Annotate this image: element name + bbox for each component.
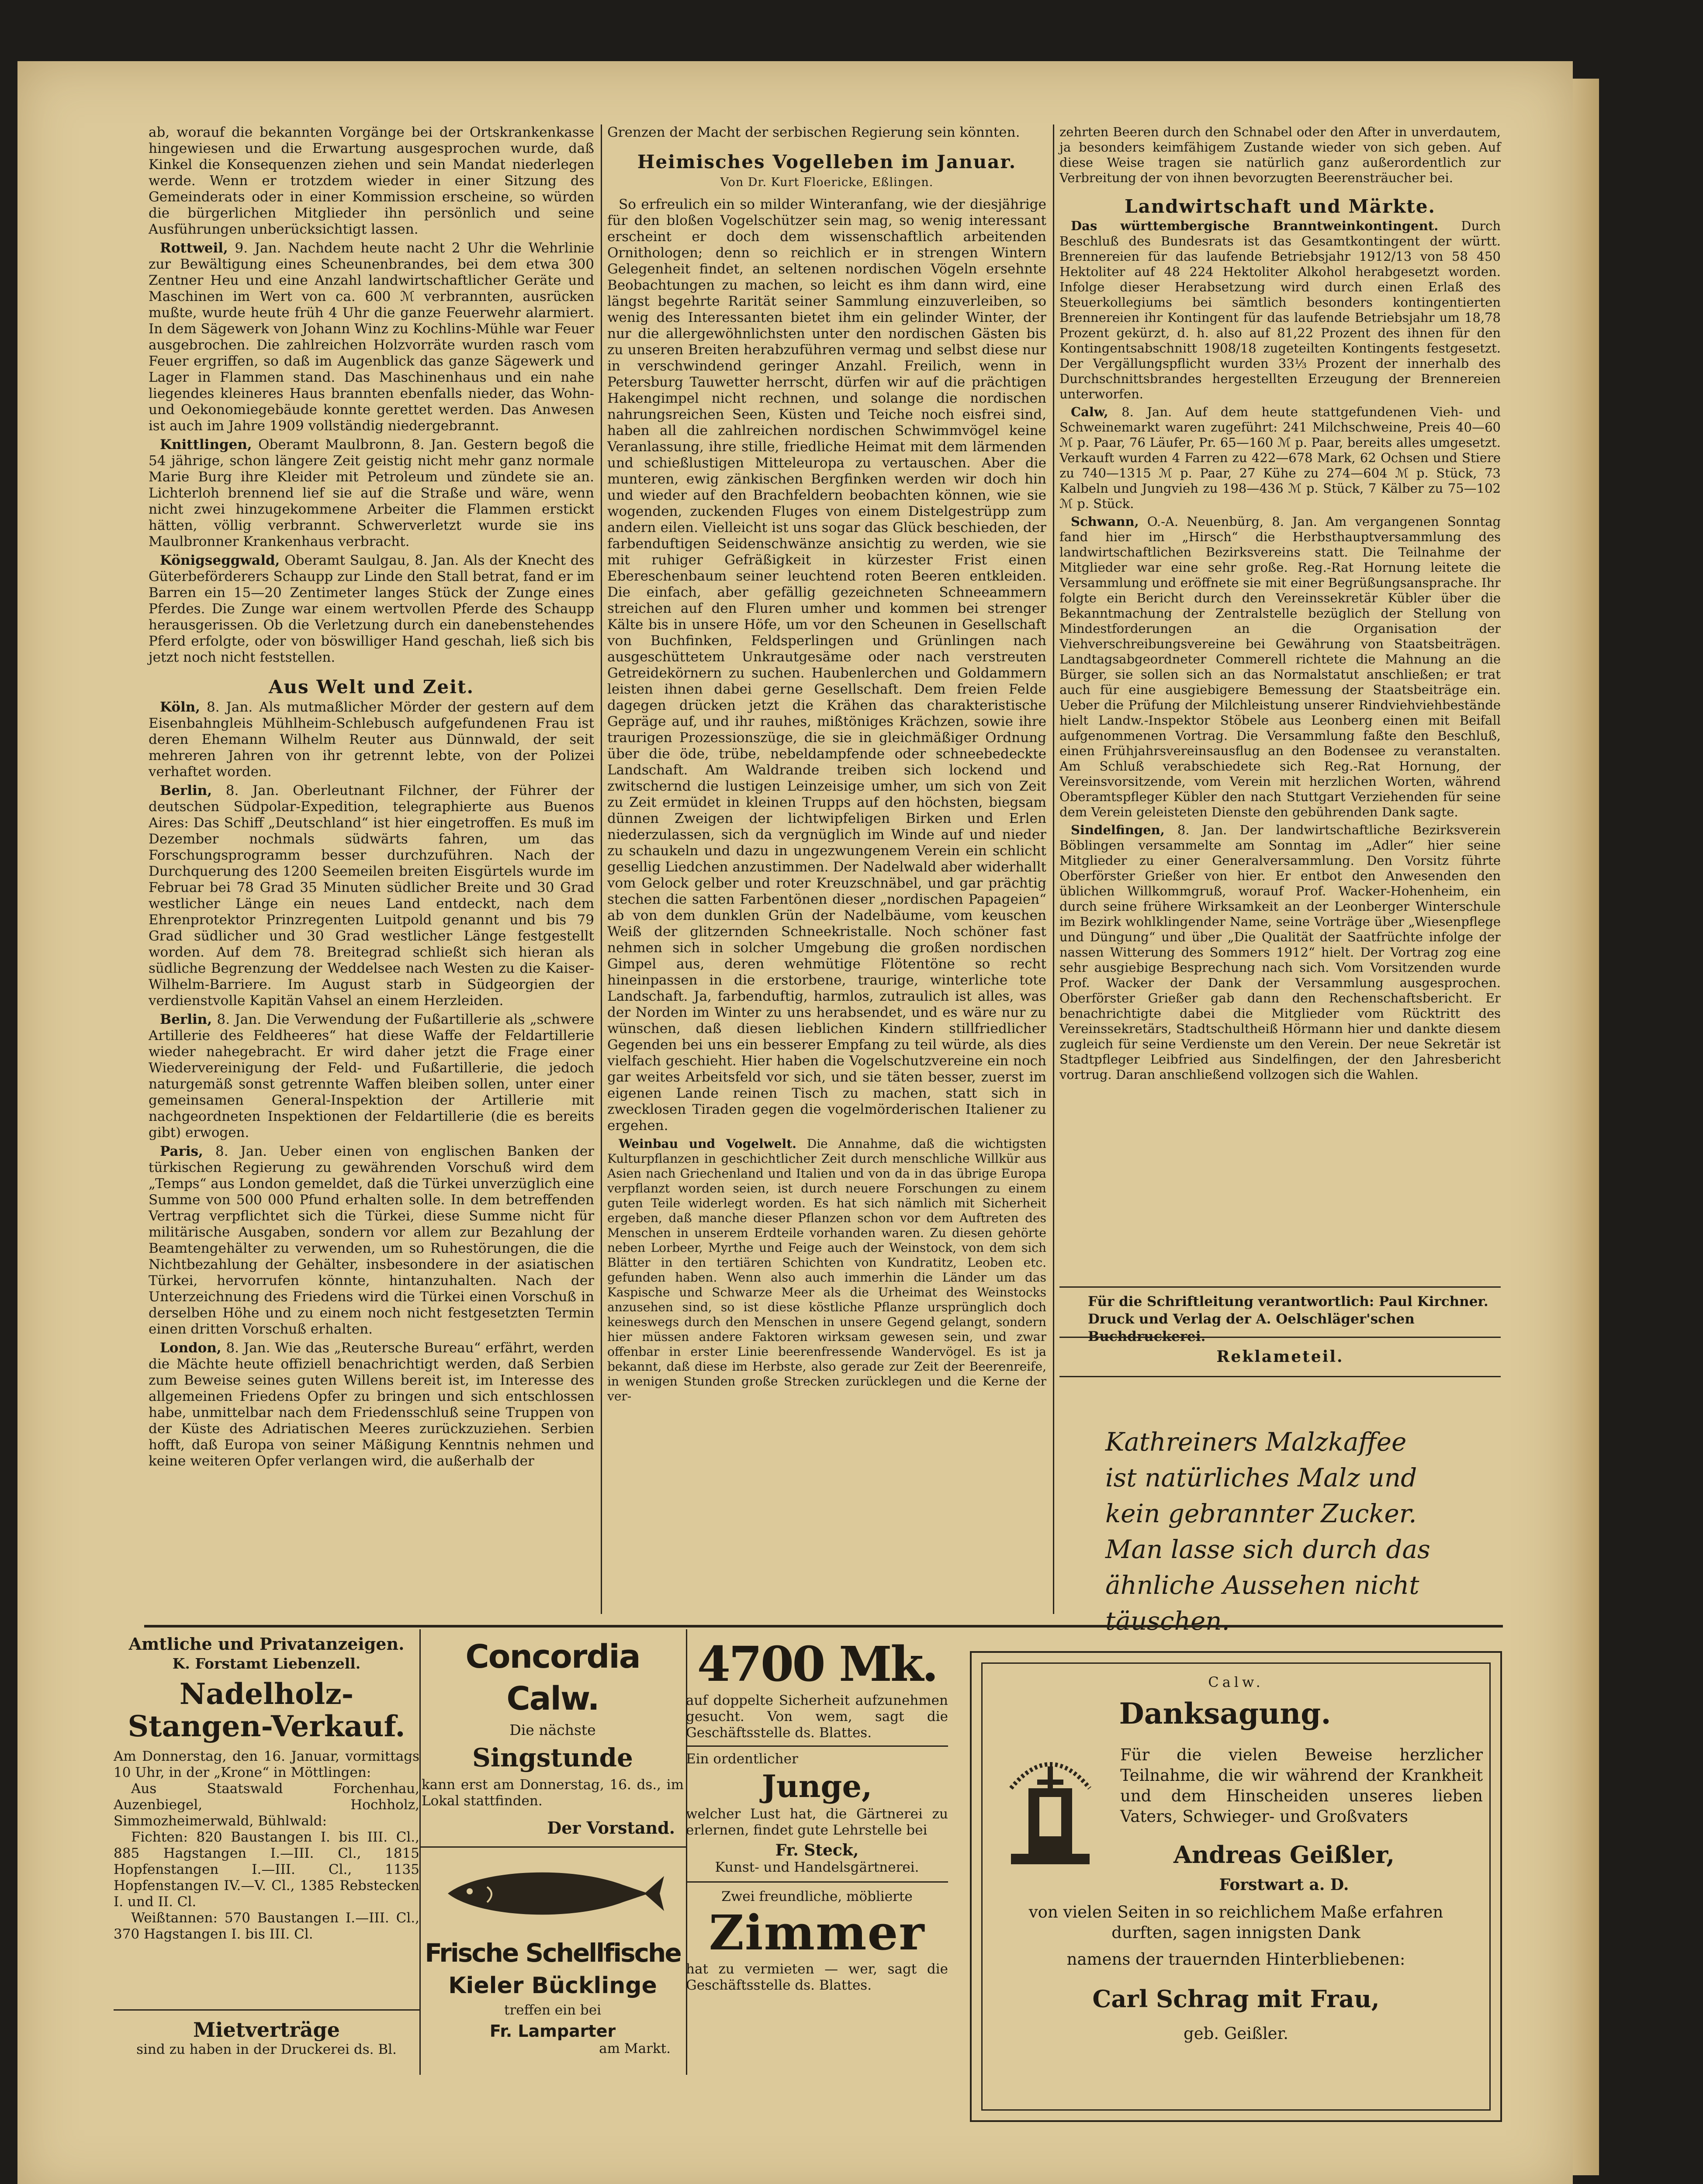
ad-offers (686, 1636, 948, 1994)
ad-headline: Kieler Bücklinge (448, 1973, 657, 1999)
ad-text: auf doppelte Sicherheit aufzunehmen gesucht. Von wem, sagt die Geschäftsstelle ds. Blattes. (686, 1693, 948, 1741)
imprint-rule (1059, 1286, 1501, 1288)
dateline: Sindelfingen, (1071, 822, 1165, 837)
ad-text: Fr. Lamparter (489, 2022, 616, 2041)
ad-headline: Frische Schellfische (425, 1938, 681, 1968)
ad-headline: 4700 Mk. (697, 1636, 937, 1692)
dateline: Berlin, (160, 783, 212, 798)
ad-text: treffen ein bei (504, 2002, 601, 2018)
article-branntwein (1059, 218, 1501, 402)
handwritten-advertisement (1105, 1424, 1464, 1639)
page-edge (1573, 79, 1599, 2175)
ad-text: am Markt. (599, 2041, 671, 2056)
ad-headline: Concordia Calw. (465, 1638, 640, 1717)
article-paris (149, 1144, 594, 1337)
column-2 (607, 124, 1046, 1406)
dateline: Rottweil, (160, 240, 228, 256)
dateline: Paris, (160, 1144, 203, 1159)
dateline: Das württembergische Branntweinkontingent. (1071, 218, 1439, 233)
article-body: Oberamt Saulgau, 8. Jan. Als der Knecht des Güterbeförderers Schaupp zur Linde den Stall betrat, fand er im Barren ein 15—20 Zentimeter langes Stück der Zunge eines Pferdes. Die Zunge war einem wertvollen Pferde des Schaupp herausgerissen. Ob die Verletzung durch ein danebenstehendes Pferd erfolgte, oder von böswilliger Hand geschah, ließ sich bis jetzt noch nicht feststellen. (149, 553, 595, 665)
article-weinbau (607, 1137, 1046, 1404)
ad-text: kann erst am Donnerstag, 16. ds., im Lokal stattfinden. (422, 1777, 684, 1809)
signature-note: geb. Geißler. (1184, 2024, 1288, 2043)
ad-divider (114, 2009, 419, 2011)
article-body: 8. Jan. Oberleutnant Filchner, der Führer der deutschen Südpolar-Expedition, telegraphierte aus Buenos Aires: Das Schiff „Deutschland“ ist hier eingetroffen. Es muß im Dezember nochmals südwärts fahren, um das Forschungsprogramm besser durchzuführen. Nach der Durchquerung des 1200 Seemeilen breiten Eisgürtels wurde im Februar bei 78 Grad 35 Minuten südlicher Breite und 30 Grad westlicher Länge ein neues Land entdeckt, nach dem Ehrenprotektor Prinzregenten Luitpold genannt und bis 79 Grad südlicher und 30 Grad westlicher Länge festgestellt worden. Auf dem 78. Breitegrad schließt sich hieran als südliche Begrenzung der Weddelsee nach Westen zu die Kaiser-Wilhelm-Barriere. Im August starb in Südgeorgien der verdienstvolle Kapitän Vahsel an einem Herzleiden. (149, 783, 595, 1009)
reklame-heading: Reklameteil. (1216, 1348, 1344, 1366)
column-divider (1053, 124, 1054, 1614)
grave-cross-icon (1002, 1736, 1098, 1867)
imprint-publisher: Druck und Verlag der A. Oelschläger'schen Buchdruckerei. (1088, 1311, 1415, 1344)
article-author: Von Dr. Kurt Floericke, Eßlingen. (720, 176, 934, 189)
ad-headline: Junge, (762, 1768, 872, 1804)
reklame-underline (1059, 1376, 1501, 1377)
ad-text: Der Vorstand. (547, 1818, 675, 1838)
ad-text: Am Donnerstag, den 16. Januar, vormittags 10 Uhr, in der „Krone“ in Möttlingen: (114, 1749, 419, 1780)
article-rottweil (149, 240, 594, 434)
reklame-rule (1059, 1337, 1501, 1338)
dateline: Knittlingen, (160, 437, 252, 453)
handwriting-line: ähnliche Aussehen nicht (1105, 1570, 1419, 1600)
signature-name: Carl Schrag mit Frau, (1092, 1985, 1380, 2013)
ad-divider (686, 1881, 948, 1883)
dateline: Köln, (160, 699, 201, 715)
article-vogelleben: So erfreulich ein so milder Winteranfang, wie der diesjährige für den bloßen Vogelschützer sein mag, so wenig interessant erscheint er doch dem wissenschaftlich arbeitenden Ornithologen; denn so reichlich er in strengen Wintern Gelegenheit findet, an seltenen nordischen Vögeln ersehnte Beobachtungen zu machen, so leicht es ihm dann wird, eine längst begehrte Rarität seiner Sammlung einzuverleiben, so wenig des Interessanten bietet ihm ein gelinder Winter, der nur die allergewöhnlichsten unter den nordischen Gästen bis zu unseren Breiten herabzuführen vermag und selbst diese nur in verschwindend geringer Anzahl. Freilich, wenn in Petersburg Tauwetter herrscht, dürfen wir auf die prächtigen Hakengimpel nicht rechnen, und solange die nordischen nahrungsreichen Seen, Küsten und Teiche noch eisfrei sind, haben all die zahlreichen nordischen Schwimmvögel keine Veranlassung, ihre stille, friedliche Heimat mit dem lärmenden und schießlustigen Mitteleuropa zu vertauschen. Aber die munteren, ewig zänkischen Bergfinken werden wir doch hin und wieder auf den Brachfeldern beobachten können, wie sie wogenden, zuckenden Fluges von einem Distelgestrüpp zum andern eilen. Vielleicht ist uns sogar das Glück beschieden, der farbenduftigen Seidenschwänze ansichtig zu werden, wie sie mit ruhiger Gefräßigkeit in kürzester Frist einen Ebereschenbaum seiner leuchtend roten Beeren entkleiden. Die einfach, aber gefällig gezeichneten Schneeammern streichen auf den Fluren umher und kommen bei strenger Kälte bis in unsere Höfe, um vor den Scheunen in Gesellschaft von Buchfinken, Feldsperlingen und Grünlingen nach ausgeschüttetem Unkrautgesäme oder nach verstreuten Getreidekörnern zu suchen. Haubenlerchen und Goldammern leisten ihnen dabei gerne Gesellschaft. Dem freien Felde dagegen drücken jetzt die Krähen das charakteristische Gepräge auf, und ihr rauhes, mißtöniges Krächzen, sowie ihre traurigen Prozessionszüge, die sie in gleichmäßiger Ordnung über die öde, trübe, nebeldampfende oder schneebedeckte Landschaft. Am Waldrande treiben sich lockend und zwitschernd die lustigen Leinzeisige umher, um sich von Zeit zu Zeit ermüdet in kleinen Trupps auf den höchsten, biegsam dünnen Zweigen der lichtwipfeligen Birken und Erlen niederzulassen, sich da vergnüglich im Winde auf und nieder zu schaukeln und dazu in ungezwungenem Verein ein schlicht gesellig Liedchen anzustimmen. Der Nadelwald aber widerhallt vom Gelock gelber und roter Kreuzschnäbel, und gar prächtig stechen die satten Farbentönen dieser „nordischen Papageien“ ab von dem dunklen Grün der Nadelbäume, vom keuschen Weiß der glitzernden Schneekristalle. Noch schöner fast nehmen sich in solcher Umgebung die großen nordischen Gimpel aus, deren wehmütige Flötentöne so recht hineinpassen in die erstorbene, traurige, winterliche tote Landschaft. Ja, farbenduftig, harmlos, zutraulich ist alles, was der Norden im Winter zu uns herabsendet, und es wäre nur zu wünschen, daß diesen lieblichen Kindern stillfriedlicher Gegenden bei uns ein besserer Empfang zu teil würde, als dies vielfach geschieht. Hier haben die Vogelschutzvereine ein noch gar weites Arbeitsfeld vor sich, und sie täten besser, zuerst im eigenen Lande reinen Tisch zu machen, statt sich in zwecklosen Tiraden gegen die vogelmörderischen Italiener zu ergehen. (607, 197, 1046, 1133)
ad-text: welcher Lust hat, die Gärtnerei zu erlernen, findet gute Lehrstelle bei (686, 1806, 948, 1838)
article-koeln (149, 699, 594, 780)
article-body: 8. Jan. Ueber einen von englischen Banken der türkischen Regierung zu gewährenden Vorschuß wird dem „Temps“ aus London gemeldet, daß die Türkei unverzüglich eine Summe von 500 000 Pfund erhalten solle. In dem betreffenden Vertrag verpflichtet sich die Türkei, diese Summe nicht für militärische Ausgaben, sondern vor allem zur Bezahlung der Beamtengehälter zu verwenden, um so Ruhestörungen, die die Nichtbezahlung der Gehälter, insbesondere in der asiatischen Türkei, hervorrufen könnte, hintanzuhalten. Nach der Unterzeichnung des Friedens wird die Türkei einen Vorschuß in derselben Höhe und zu einem noch nicht festgesetzten Termin einen dritten Vorschuß erhalten. (149, 1144, 594, 1337)
ad-divider (419, 1629, 421, 2075)
article-koenigseggwald (149, 553, 594, 666)
article-body: O.-A. Neuenbürg, 8. Jan. Am vergangenen Sonntag fand hier im „Hirsch“ die Herbsthauptversammlung des landwirtschaftlichen Bezirksvereins statt. Die Teilnahme der Mitglieder war eine sehr große. Reg.-Rat Hornung leitete die Versammlung und eröffnete sie mit einer Begrüßungsansprache. Ihr folgte ein Bericht durch den Vereinssekretär Kübler über die Bekanntmachung der Zentralstelle bezüglich der Stellung von Mindestforderungen an die Organisation der Viehverschreibungsvereine bei Gewährung von Staatsbeiträgen. Landtagsabgeordneter Commerell richtete die Mahnung an die Bürger, sie sollen sich an das Normalstatut anschließen; er trat auch für eine ausgiebigere Bemessung der Staatsbeiträge ein. Ueber die Prüfung der Milchleistung unserer Rindviehviehbestände hielt Landw.-Inspektor Stöbele aus Leonberg einen mit Beifall aufgenommenen Vortrag. Die Versammlung faßte den Beschluß, einen Frühjahrsvereinsausflug an den Bodensee zu veranstalten. Am Schluß verabschiedete sich Reg.-Rat Hornung, der Vereinsvorsitzende, vom Verein mit herzlichen Worten, während Oberamtspfleger Kübler den nach Stuttgart Verziehenden für seine dem Verein geleisteten Dienste den gebührenden Dank sagte. (1059, 514, 1501, 819)
column-divider (601, 124, 602, 1614)
handwriting-line: ist natürliches Malz und (1105, 1463, 1417, 1493)
handwriting-line: täuschen. (1105, 1606, 1230, 1636)
ad-danksagung (970, 1651, 1502, 2122)
column-1 (149, 124, 594, 1472)
dateline: Schwann, (1071, 514, 1139, 529)
article-body: Die Annahme, daß die wichtigsten Kulturpflanzen in geschichtlicher Zeit durch menschliche Willkür aus Asien nach Griechenland und Italien und von da in das übrige Europa verpflanzt worden seien, ist durch neuere Forschungen zu einem guten Teile widerlegt worden. Es hat sich nämlich mit Sicherheit ergeben, daß manche dieser Pflanzen schon vor dem Auftreten des Menschen in unserem Erdteile vorhanden waren. Zu diesen gehörte neben Lorbeer, Myrthe und Feige auch der Weinstock, von dem sich Blätter in den tertiären Schichten von Kundratitz, Leoben etc. gefunden haben. Wenn also auch immerhin die Länder um das Kaspische und Schwarze Meer als die Urheimat des Weinstocks anzusehen sind, so ist diese köstliche Pflanze ursprünglich doch keineswegs durch den Menschen in unsere Gegend gelangt, sondern hier müssen andere Faktoren wirksam gewesen sein, und zwar offenbar in erster Linie beerenfressende Wandervögel. Es ist ja bekannt, daß diese im Herbste, also gerade zur Zeit der Beerenreife, in wenigen Stunden große Strecken zurücklegen und die Kerne der ver- (607, 1137, 1046, 1403)
ad-text: hat zu vermieten — wer, sagt die Geschäftsstelle ds. Blattes. (686, 1961, 948, 1993)
ad-divider (686, 1745, 948, 1747)
paragraph-beeren: zehrten Beeren durch den Schnabel oder den After in unverdautem, ja besonders keimfähigem Zustande wieder von sich geben. Auf diese Weise tragen sie natürlich ganz außerordentlich zur Verbreitung der von ihnen bevorzugten Beerensträucher bei. (1059, 124, 1501, 185)
article-london (149, 1340, 594, 1469)
ad-concordia (422, 1636, 684, 2056)
deceased-title: Forstwart a. D. (1219, 1876, 1349, 1894)
dateline: Königseggwald, (160, 553, 280, 568)
article-body: Durch Beschluß des Bundesrats ist das Gesamtkontingent der württ. Brennereien für das laufende Betriebsjahr 1912/13 von 58 450 Hektoliter auf 48 224 Hektoliter Alkohol herabgesetzt worden. Infolge dieser Herabsetzung wird durch einen Erlaß des Steuerkollegiums bei sämtlich besonders kontingentierten Brennereien ihr Kontingent für das laufende Betriebsjahr um 18,78 Prozent gekürzt, d. h. also auf 81,22 Prozent des ihnen für den Kontingentsabschnitt 1908/18 zugeteilten Kontingents festgesetzt. Der Vergällungspflicht wurden 33⅓ Prozent der innerhalb des Durchschnittsbrandes hergestellten Erzeugung der Brennereien unterworfen. (1059, 218, 1501, 401)
dateline: Weinbau und Vogelwelt. (619, 1137, 796, 1151)
section-heading-markt: Landwirtschaft und Märkte. (1124, 196, 1436, 217)
article-body: 8. Jan. Auf dem heute stattgefundenen Vieh- und Schweinemarkt waren zugeführt: 241 Milchschweine, Preis 40—60 ℳ p. Paar, 76 Läufer, Pr. 65—160 ℳ p. Paar, bereits alles umgesetzt. Verkauft wurden 4 Farren zu 422—678 Mark, 62 Ochsen und Stiere zu 740—1315 ℳ p. Paar, 27 Kühe zu 274—604 ℳ p. Stück, 73 Kalbeln und Jungvieh zu 198—436 ℳ p. Stück, 7 Kälber zu 75—102 ℳ p. Stück. (1059, 404, 1501, 511)
ad-text: Kunst- und Handelsgärtnerei. (715, 1859, 919, 1875)
ad-headline: Danksagung. (1119, 1697, 1331, 1731)
ad-text: von vielen Seiten in so reichlichem Maße erfahren durften, sagen innigsten Dank (1028, 1903, 1443, 1942)
imprint-editor: Für die Schriftleitung verantwortlich: Paul Kirchner. (1088, 1294, 1488, 1310)
ad-text: Aus Staatswald Forchenhau, Auzenbiegel, Hochholz, Simmozheimerwald, Bühlwald: (114, 1781, 419, 1829)
handwriting-line: kein gebrannter Zucker. (1105, 1499, 1417, 1528)
article-body: 8. Jan. Der landwirtschaftliche Bezirksverein Böblingen versammelte am Sonntag im „Adler“ hier seine Mitglieder zu einer Generalversammlung. Den Vorsitz führte Oberförster Grießer von hier. Er entbot den Anwesenden den üblichen Willkommgruß, worauf Prof. Wacker-Hohenheim, ein durch seine frühere Wirksamkeit an der Leonberger Winterschule im Bezirk wohlklingender Name, seine Vorträge über „Wiesenpflege und Düngung“ und über „Die Qualität der Saatfrüchte infolge der nassen Witterung des Sommers 1912“ hielt. Der Vortrag zog eine sehr ausgiebige Besprechung nach sich. Vom Vorsitzenden wurde Prof. Wacker der Dank der Versammlung ausgesprochen. Oberförster Grießer gab dann den Rechenschaftsbericht. Er benachrichtigte dabei die Mitglieder vom Rücktritt des Vereinssekretärs, Stadtschultheiß Hörmann hier und dankte diesem zugleich für seine Verdienste um den Verein. Der neue Sekretär ist Stadtpfleger Leibfried aus Sindelfingen, der den Jahresbericht vortrug. Daran anschließend vollzogen sich die Wahlen. (1059, 822, 1501, 1082)
dateline: London, (160, 1340, 222, 1356)
article-title-vogelleben: Heimisches Vogelleben im Januar. (637, 151, 1017, 173)
ad-section-title: Amtliche und Privatanzeigen. (128, 1634, 405, 1654)
article-calw (1059, 404, 1501, 511)
article-body: 8. Jan. Die Verwendung der Fußartillerie als „schwere Artillerie des Feldheeres“ hat diese Waffe der Feldartillerie wieder nahegebracht. Er wird daher jetzt die Frage einer Wiedervereinigung der Feld- und Fußartillerie, die jedoch naturgemäß sonst getrennte Waffen bleiben sollen, unter einer gemeinsamen General-Inspektion der Artillerie mit nachgeordneten Inspektionen der Feldartillerie (die es bereits gibt) erwogen. (149, 1012, 594, 1140)
fish-icon (439, 1861, 666, 1926)
article-body: 9. Jan. Nachdem heute nacht 2 Uhr die Wehrlinie zur Bewältigung eines Scheunenbrandes, bei dem etwa 300 Zentner Heu und eine Anzahl landwirtschaftlicher Geräte und Maschinen im Wert von ca. 600 ℳ verbrannten, ausrücken mußte, wurde heute früh 4 Uhr die ganze Feuerwehr alarmiert. In dem Sägewerk von Johann Winz zu Kochlins-Mühle war Feuer ausgebrochen. Die zahlreichen Holzvorräte wurden rasch vom Feuer ergriffen, so daß im Augenblick das ganze Sägewerk und Lager in Flammen stand. Das Maschinenhaus und ein nahe liegendes kleineres Haus brannten ebenfalls nieder, das Wohn- und Oekonomiegebäude konnte gerettet werden. Das Anwesen ist auch im Jahre 1909 vollständig niedergebrannt. (149, 240, 594, 434)
ad-text: Weißtannen: 570 Baustangen I.—III. Cl., 370 Hagstangen I. bis III. Cl. (114, 1910, 419, 1942)
ad-headline: Zimmer (709, 1904, 925, 1961)
dateline: Calw, (1071, 404, 1108, 419)
article-body: Oberamt Maulbronn, 8. Jan. Gestern begoß die 54 jährige, schon längere Zeit geistig nicht mehr ganz normale Marie Burg ihre Kleider mit Petroleum und zündete sie an. Lichterloh brennend lief sie auf die Straße und wäre, wenn nicht zwei hinzugekommene Arbeiter die Flammen erstickt hätten, völlig verbrannt. Schwerverletzt wurde sie ins Maulbronner Krankenhaus verbracht. (149, 437, 594, 549)
article-body: 8. Jan. Wie das „Reutersche Bureau“ erfährt, werden die Mächte heute offiziell benachrichtigt werden, daß Serbien zum Beweise seines guten Willens bereit ist, im Interesse des allgemeinen Friedens Opfer zu bringen und sich entschlossen habe, unmittelbar nach dem Friedensschluß seine Truppen von der Küste des Adriatischen Meeres zurückzuziehen. Serbien hofft, daß Europa von seiner Mäßigung Kenntnis nehmen und keine weiteren Opfer verlangen wird, die außerhalb der (149, 1340, 594, 1469)
article-schwann (1059, 514, 1501, 820)
ad-text: Für die vielen Beweise herzlicher Teilnahme, die wir während der Krankheit und dem Hinscheiden unseres lieben Vaters, Schwieger- und Großvaters (1120, 1745, 1483, 1826)
deceased-name: Andreas Geißler, (1173, 1841, 1395, 1869)
ad-text: Fr. Steck, (775, 1841, 859, 1859)
ads-top-rule (144, 1625, 1503, 1628)
ad-nadelholz (114, 1636, 419, 1942)
ad-text: sind zu haben in der Druckerei ds. Bl. (136, 2042, 397, 2057)
ad-text: Fichten: 820 Baustangen I. bis III. Cl., 885 Hagstangen I.—III. Cl., 1815 Hopfenstangen I.—III. Cl., 1135 Hopfenstangen IV.—V. Cl., 1385 Rebstecken I. und II. Cl. (114, 1829, 419, 1910)
dateline: Berlin, (160, 1012, 212, 1027)
ad-headline: Mietverträge (193, 2018, 340, 2042)
handwriting-line: Kathreiners Malzkaffee (1105, 1427, 1407, 1457)
ad-mietvertraege (105, 2018, 428, 2057)
article-knittlingen (149, 437, 594, 550)
section-heading-welt: Aus Welt und Zeit. (268, 676, 474, 698)
ad-place: Calw. (1208, 1674, 1264, 1690)
article-body: 8. Jan. Als mutmaßlicher Mörder der gestern auf dem Eisenbahngleis Mühlheim-Schlebusch aufgefundenen Frau ist deren Ehemann Wilhelm Reuter aus Dünnwald, der seit mehreren Jahren von ihr getrennt lebte, von der Polizei verhaftet worden. (149, 699, 594, 780)
ad-issuer: K. Forstamt Liebenzell. (172, 1655, 361, 1672)
paragraph-serbien-end: Grenzen der Macht der serbischen Regierung sein könnten. (607, 124, 1020, 140)
ad-divider (419, 1846, 686, 1848)
article-sindelfingen (1059, 822, 1501, 1082)
ad-headline: Singstunde (472, 1743, 633, 1773)
ad-text: Die nächste (509, 1721, 596, 1738)
ad-text: Ein ordentlicher (686, 1751, 798, 1767)
column-3 (1059, 124, 1501, 1085)
article-berlin-1 (149, 783, 594, 1009)
ad-text: Zwei freundliche, möblierte (721, 1889, 913, 1904)
article-berlin-2 (149, 1012, 594, 1141)
paragraph-kinkel: ab, worauf die bekannten Vorgänge bei der Ortskrankenkasse hingewiesen und die Erwartung ausgesprochen wurde, daß Kinkel die Konsequenzen ziehen und sein Mandat niederlegen werde. Wenn er trotzdem wieder in einer Sitzung des Gemeinderats oder in einer Kommission erscheine, so würden die bürgerlichen Mitglieder ihn persönlich und seine Ausführungen unberücksichtigt lassen. (149, 124, 594, 237)
handwriting-line: Man lasse sich durch das (1105, 1534, 1430, 1564)
ad-headline: Nadelholz-Stangen-Verkauf. (128, 1677, 405, 1743)
ad-text: namens der trauernden Hinterbliebenen: (1066, 1950, 1405, 1969)
